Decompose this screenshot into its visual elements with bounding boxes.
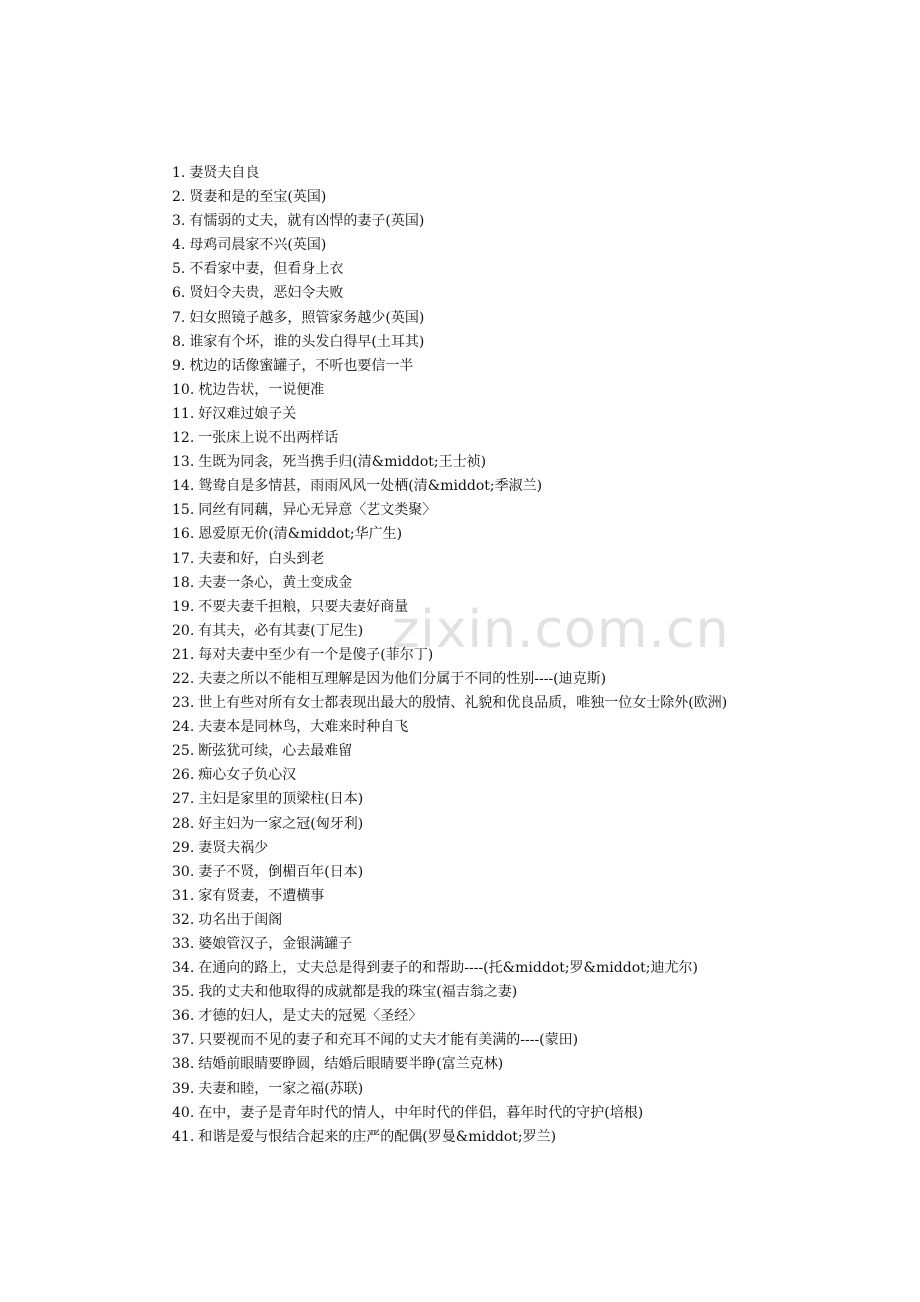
list-item-number: 27. — [172, 791, 195, 808]
list-item-text: 谁家有个坏，谁的头发白得早(土耳其) — [189, 333, 425, 350]
list-item-text: 贤妇令夫贵，恶妇令夫败 — [189, 285, 344, 302]
list-item-number: 32. — [172, 911, 195, 928]
list-item — [140, 595, 790, 619]
list-item-number: 35. — [172, 984, 195, 1001]
list-item-number: 10. — [172, 381, 195, 398]
list-item-number: 29. — [172, 839, 195, 856]
list-item — [140, 667, 790, 691]
list-item — [140, 522, 790, 546]
list-item-number: 9. — [172, 357, 186, 374]
list-item-number: 18. — [172, 574, 195, 591]
list-item-text: 恩爱原无价(清&middot;华广生) — [198, 526, 403, 543]
list-item — [140, 908, 790, 932]
list-item — [140, 1101, 790, 1125]
list-item-text: 世上有些对所有女士都表现出最大的殷情、礼貌和优良品质，唯独一位女士除外(欧洲) — [198, 695, 728, 712]
list-item-number: 16. — [172, 526, 195, 543]
list-item-number: 14. — [172, 478, 195, 495]
list-item-text: 痴心女子负心汉 — [198, 767, 297, 784]
list-item-text: 枕边的话像蜜罐子，不听也要信一半 — [189, 357, 414, 374]
list-item-text: 不要夫妻千担粮，只要夫妻好商量 — [198, 598, 409, 615]
list-item-text: 枕边告状，一说便准 — [198, 381, 325, 398]
list-item-number: 2. — [172, 189, 186, 206]
list-item-text: 夫妻本是同林鸟，大难来时种自飞 — [198, 719, 409, 736]
list-item — [140, 1052, 790, 1076]
list-item-text: 才德的妇人，是丈夫的冠冕〈圣经〉 — [198, 1008, 423, 1025]
list-item-number: 4. — [172, 237, 186, 254]
list-item — [140, 715, 790, 739]
list-item — [140, 980, 790, 1004]
list-item — [140, 185, 790, 209]
list-item-number: 33. — [172, 936, 195, 952]
list-item — [140, 1125, 790, 1149]
list-item — [140, 571, 790, 595]
list-item-text: 在通向的路上，丈夫总是得到妻子的和帮助----(托&middot;罗&middot;迪尤尔) — [198, 960, 698, 977]
list-item — [140, 233, 790, 257]
list-item-number: 3. — [172, 213, 186, 230]
list-item-number: 37. — [172, 1032, 195, 1049]
list-item — [140, 1028, 790, 1052]
list-item — [140, 281, 790, 305]
list-item-number: 40. — [172, 1104, 195, 1121]
list-item-text: 只要视而不见的妻子和充耳不闻的丈夫才能有美满的----(蒙田) — [198, 1032, 579, 1049]
list-item-number: 24. — [172, 719, 195, 736]
list-item — [140, 643, 790, 667]
list-item-text: 在中，妻子是青年时代的情人，中年时代的伴侣，暮年时代的守护(培根) — [198, 1104, 644, 1121]
list-item — [140, 402, 790, 426]
list-item — [140, 884, 790, 908]
list-item-text: 断弦犹可续，心去最难留 — [198, 743, 353, 760]
list-item — [140, 1077, 790, 1101]
list-item — [140, 498, 790, 522]
list-item — [140, 739, 790, 763]
list-item-number: 28. — [172, 815, 195, 832]
list-item-text: 好汉难过娘子关 — [198, 405, 297, 422]
list-item — [140, 257, 790, 281]
list-item-text: 主妇是家里的顶梁柱(日本) — [198, 791, 364, 808]
list-item — [140, 932, 790, 956]
list-item-number: 34. — [172, 960, 195, 977]
list-item-text: 妇女照镜子越多，照管家务越少(英国) — [189, 309, 425, 326]
list-item-number: 8. — [172, 333, 186, 350]
list-item-number: 31. — [172, 887, 195, 904]
list-item — [140, 787, 790, 811]
list-item — [140, 1004, 790, 1028]
list-item-number: 22. — [172, 670, 195, 687]
list-item — [140, 354, 790, 378]
list-item-text: 有其夫，必有其妻(丁尼生) — [198, 622, 364, 639]
list-item-text: 夫妻一条心，黄土变成金 — [198, 574, 353, 591]
list-item-number: 5. — [172, 261, 186, 278]
list-item — [140, 956, 790, 980]
list-item — [140, 209, 790, 233]
list-item — [140, 836, 790, 860]
list-item-text: 和谐是爱与恨结合起来的庄严的配偶(罗曼&middot;罗兰) — [198, 1128, 557, 1145]
list-item-number: 26. — [172, 767, 195, 784]
list-item — [140, 691, 790, 715]
list-item-text: 贤妻和是的至宝(英国) — [189, 189, 327, 206]
list-item-number: 11. — [172, 405, 195, 422]
list-item-text: 不看家中妻，但看身上衣 — [189, 261, 344, 278]
list-item-text: 功名出于闺阁 — [198, 911, 283, 928]
list-item-text: 同丝有同藕，异心无异意〈艺文类聚〉 — [198, 502, 437, 519]
list-item — [140, 450, 790, 474]
list-item — [140, 763, 790, 787]
list-item-text: 结婚前眼睛要睁圆，结婚后眼睛要半睁(富兰克林) — [198, 1056, 504, 1073]
list-item-text: 夫妻和好，白头到老 — [198, 550, 325, 567]
list-item-text: 每对夫妻中至少有一个是傻子(菲尔丁) — [198, 646, 434, 663]
list-item — [140, 330, 790, 354]
list-item-number: 39. — [172, 1080, 195, 1097]
list-item — [140, 474, 790, 498]
list-item — [140, 619, 790, 643]
watermark: zixin.com.cn — [392, 600, 730, 660]
list-item-text: 妻贤夫祸少 — [198, 839, 269, 856]
list-item-number: 17. — [172, 550, 195, 567]
list-item-number: 13. — [172, 454, 195, 471]
list-item-number: 38. — [172, 1056, 195, 1073]
list-item — [140, 306, 790, 330]
list-item-number: 36. — [172, 1008, 195, 1025]
proverb-list — [140, 161, 790, 1149]
list-item-number: 6. — [172, 285, 186, 302]
list-item-number: 21. — [172, 646, 195, 663]
list-item — [140, 161, 790, 185]
list-item-text: 妻贤夫自良 — [189, 165, 260, 181]
list-item-text: 母鸡司晨家不兴(英国) — [189, 237, 327, 254]
list-item-text: 鸳鸯自是多情甚，雨雨风风一处栖(清&middot;季淑兰) — [198, 478, 543, 495]
list-item-text: 夫妻和睦，一家之福(苏联) — [198, 1080, 364, 1097]
list-item-number: 23. — [172, 695, 195, 712]
list-item-number: 41. — [172, 1128, 195, 1145]
list-item-text: 好主妇为一家之冠(匈牙利) — [198, 815, 364, 832]
list-item-text: 夫妻之所以不能相互理解是因为他们分属于不同的性别----(迪克斯) — [198, 670, 607, 687]
list-item — [140, 812, 790, 836]
list-item-text: 婆娘管汉子，金银满罐子 — [198, 936, 353, 952]
list-item-number: 30. — [172, 863, 195, 880]
list-item — [140, 426, 790, 450]
list-item-number: 15. — [172, 502, 195, 519]
list-item-text: 有懦弱的丈夫，就有凶悍的妻子(英国) — [189, 213, 425, 230]
list-item-number: 12. — [172, 430, 195, 447]
list-item-number: 7. — [172, 309, 186, 326]
list-item-text: 一张床上说不出两样话 — [198, 430, 339, 447]
list-item-text: 家有贤妻，不遭横事 — [198, 887, 325, 904]
list-item-text: 生既为同衾，死当携手归(清&middot;王士祯) — [198, 454, 487, 471]
list-item-number: 1. — [172, 165, 186, 181]
list-item — [140, 860, 790, 884]
list-item-number: 19. — [172, 598, 195, 615]
list-item-text: 妻子不贤，倒楣百年(日本) — [198, 863, 364, 880]
list-item-text: 我的丈夫和他取得的成就都是我的珠宝(福吉翁之妻) — [198, 984, 518, 1001]
list-item — [140, 378, 790, 402]
list-item — [140, 547, 790, 571]
list-item-number: 20. — [172, 622, 195, 639]
list-item-number: 25. — [172, 743, 195, 760]
